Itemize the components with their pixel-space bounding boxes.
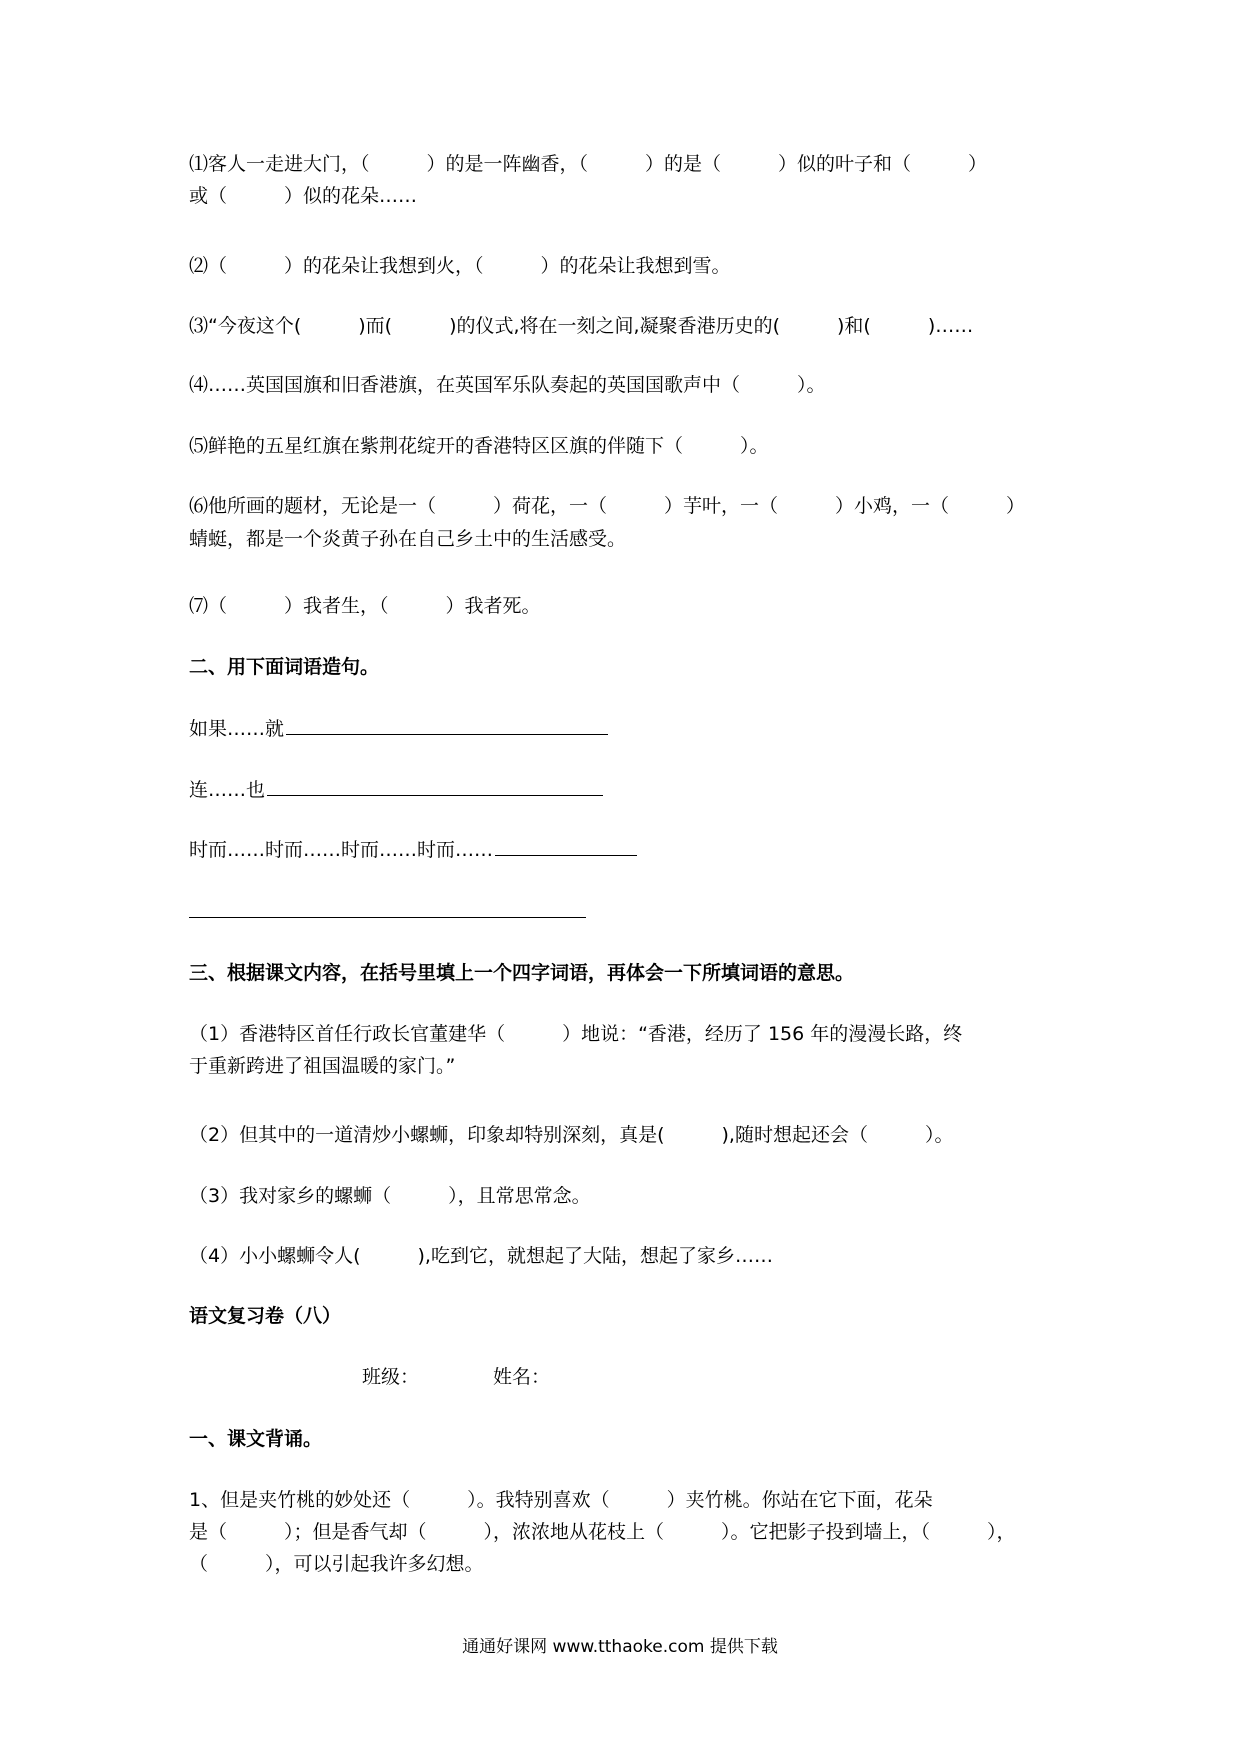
name-label: 姓名：: [493, 1366, 551, 1388]
sentence-prompt-2-label: 连……也: [189, 779, 266, 801]
answer-line-3: [495, 854, 637, 856]
recitation-item-1-line-1: 1、但是夹竹桃的妙处还（ ）。我特别喜欢（ ）夹竹桃。你站在它下面，花朵: [189, 1489, 933, 1511]
review-title: 语文复习卷（八）: [189, 1305, 342, 1327]
section-three-heading: 三、根据课文内容，在括号里填上一个四字词语，再体会一下所填词语的意思。: [189, 962, 855, 984]
recitation-item-1-line-3: （ ），可以引起我许多幻想。: [189, 1553, 484, 1575]
four-char-item-4: （4）小小螺蛳令人( ),吃到它，就想起了大陆，想起了家乡……: [189, 1245, 773, 1267]
answer-line-2: [267, 794, 603, 796]
recitation-heading: 一、课文背诵。: [189, 1428, 323, 1450]
four-char-item-1-line-1: （1）香港特区首任行政长官董建华（ ）地说：“香港，经历了 156 年的漫漫长路，终: [189, 1023, 963, 1045]
section-two-heading: 二、用下面词语造句。: [189, 656, 380, 678]
answer-line-4: [189, 917, 586, 918]
four-char-item-1-line-2: 于重新跨进了祖国温暖的家门。”: [189, 1055, 456, 1077]
four-char-item-2: （2）但其中的一道清炒小螺蛳，印象却特别深刻，真是( ),随时想起还会（ ）。: [189, 1124, 954, 1146]
fill-item-7: ⑺（ ）我者生，（ ）我者死。: [189, 595, 541, 617]
class-label: 班级：: [362, 1366, 420, 1388]
sentence-prompt-1-label: 如果……就: [189, 718, 285, 740]
recitation-item-1-line-2: 是（ ）；但是香气却（ ），浓浓地从花枝上（ ）。它把影子投到墙上，（ ），: [189, 1521, 1016, 1543]
answer-line-1: [286, 733, 608, 735]
sentence-prompt-3: [189, 834, 1064, 866]
fill-item-1-line-2: 或（ ）似的花朵……: [189, 185, 418, 207]
sentence-prompt-1: [189, 713, 1064, 745]
fill-item-2: ⑵（ ）的花朵让我想到火，（ ）的花朵让我想到雪。: [189, 255, 731, 277]
fill-item-5: ⑸鲜艳的五星红旗在紫荆花绽开的香港特区区旗的伴随下（ ）。: [189, 435, 769, 457]
page-footer: 通通好课网 www.tthaoke.com 提供下载: [462, 1637, 778, 1657]
fill-item-1-line-1: ⑴客人一走进大门，（ ）的是一阵幽香，（ ）的是（ ）似的叶子和（ ）: [189, 153, 988, 175]
fill-item-6-line-2: 蜻蜓，都是一个炎黄子孙在自己乡土中的生活感受。: [189, 528, 627, 550]
four-char-item-3: （3）我对家乡的螺蛳（ ），且常思常念。: [189, 1185, 591, 1207]
sentence-prompt-3-label: 时而……时而……时而……时而……: [189, 839, 494, 861]
fill-item-4: ⑷……英国国旗和旧香港旗，在英国军乐队奏起的英国国歌声中（ ）。: [189, 374, 826, 396]
fill-item-3: ⑶“今夜这个( )而( )的仪式,将在一刻之间,凝聚香港历史的( )和( )……: [189, 315, 974, 337]
sentence-prompt-2: [189, 774, 1064, 806]
fill-item-6-line-1: ⑹他所画的题材，无论是一（ ）荷花，一（ ）芋叶，一（ ）小鸡，一（ ）: [189, 495, 1026, 517]
